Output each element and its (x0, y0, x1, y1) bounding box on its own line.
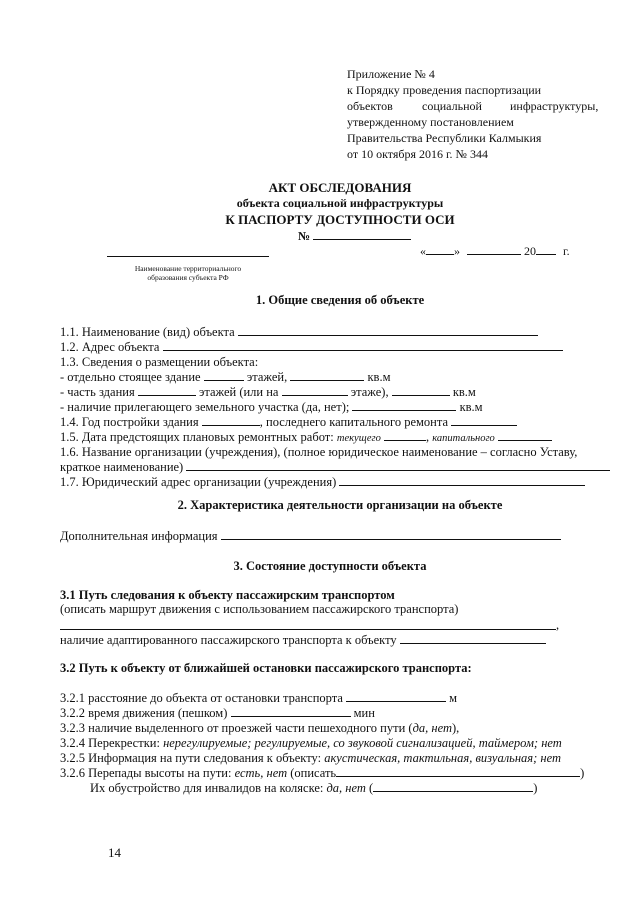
field-1-3a-area[interactable] (290, 369, 364, 381)
date-month-field[interactable] (467, 243, 521, 255)
field-1-3c-label: - наличие прилегающего земельного участка (да, нет); (60, 400, 350, 414)
act-date (420, 243, 570, 259)
field-1-6-short (60, 459, 610, 475)
field-3-2-1-unit: м (449, 691, 458, 705)
field-3-2-6 (60, 765, 584, 781)
region-note-1: Наименование территориального (134, 264, 242, 273)
field-1-4-label: 1.4. Год постройки здания (60, 415, 199, 429)
field-adapted-transport-label: наличие адаптированного пассажирского транспорта к объекту (60, 633, 397, 647)
appendix-line-1: Приложение № 4 (347, 67, 435, 81)
field-1-2-label: 1.2. Адрес объекта (60, 340, 160, 354)
field-1-3c (60, 399, 483, 415)
field-3-2-6-describe: (описать (290, 766, 337, 780)
field-3-2-6-close: ) (580, 766, 585, 780)
field-3-2-7-options[interactable]: да, нет (326, 781, 366, 795)
field-3-2-5 (60, 750, 561, 766)
appendix-line-6: от 10 октября 2016 г. № 344 (347, 147, 489, 161)
field-3-2-3 (60, 720, 459, 736)
field-1-7-input[interactable] (339, 474, 585, 486)
field-1-4 (60, 414, 517, 430)
field-1-3b-floors[interactable] (138, 384, 196, 396)
field-3-2-4 (60, 735, 562, 751)
appendix-line-4: утвержденному постановлением (347, 115, 514, 129)
field-1-3a (60, 369, 390, 385)
field-3-2-3-options[interactable]: да, нет (412, 721, 453, 735)
field-3-2-7 (90, 780, 537, 796)
field-1-5-label: 1.5. Дата предстоящих плановых ремонтных работ: (60, 430, 334, 444)
field-3-2-7-label: Их обустройство для инвалидов на коляске: (90, 781, 324, 795)
region-note-2: образования субъекта РФ (147, 273, 229, 282)
field-3-2-6-options[interactable]: есть, нет (234, 766, 288, 780)
field-1-7-label: 1.7. Юридический адрес организации (учреждения) (60, 475, 337, 489)
field-1-3a-floors-unit: этажей, (246, 370, 288, 384)
field-1-5-comma: , (426, 430, 430, 444)
appendix-line-2: к Порядку проведения паспортизации (347, 83, 542, 97)
section-3-heading: 3. Состояние доступности объекта (233, 559, 427, 573)
section-1-heading: 1. Общие сведения об объекте (255, 293, 425, 307)
field-1-3c-area[interactable] (352, 399, 456, 411)
field-1-5-capital-label: капитального (432, 433, 495, 444)
appendix-line-3a: объектов (347, 99, 393, 113)
field-3-2-7-open: ( (369, 781, 374, 795)
section-3-1-heading: 3.1 Путь следования к объекту пассажирским транспортом (60, 588, 395, 602)
date-year-field[interactable] (536, 243, 556, 255)
field-3-2-1 (60, 690, 457, 706)
section-2-heading: 2. Характеристика деятельности организации на объекте (177, 498, 503, 512)
act-number-label: № (298, 229, 311, 243)
field-1-6-short-label: краткое наименование) (60, 460, 184, 474)
field-1-3b-label: - часть здания (60, 385, 135, 399)
field-3-2-6-input[interactable] (336, 765, 580, 777)
act-title-2: К ПАСПОРТУ ДОСТУПНОСТИ ОСИ (225, 212, 455, 227)
section-2-extra (60, 528, 561, 544)
field-3-2-7-close: ) (533, 781, 538, 795)
field-1-4-year[interactable] (202, 414, 260, 426)
appendix-line-3c: инфраструктуры, (510, 99, 599, 113)
field-adapted-transport (60, 632, 546, 648)
field-1-3b-area-unit: кв.м (452, 385, 476, 399)
date-day-field[interactable] (426, 243, 454, 255)
field-1-5-current[interactable] (384, 429, 426, 441)
field-1-3b-floor-unit: этаже), (350, 385, 389, 399)
section-3-2-heading: 3.2 Путь к объекту от ближайшей остановки пассажирского транспорта: (60, 661, 472, 675)
appendix-line-3b: социальной (422, 99, 482, 113)
field-1-1-input[interactable] (238, 324, 538, 336)
page-number: 14 (108, 845, 121, 860)
section-2-extra-label: Дополнительная информация (60, 529, 218, 543)
field-3-2-2 (60, 705, 375, 721)
field-1-1-label: 1.1. Наименование (вид) объекта (60, 325, 235, 339)
field-1-3a-label: - отдельно стоящее здание (60, 370, 201, 384)
field-3-2-7-input[interactable] (373, 780, 533, 792)
field-1-7 (60, 474, 585, 490)
field-3-2-5-options[interactable]: акустическая, тактильная, визуальная; нет (324, 751, 562, 765)
field-1-3a-floors[interactable] (204, 369, 244, 381)
field-1-6-input[interactable] (186, 459, 610, 471)
section-3-1-description: (описать маршрут движения с использованием пассажирского транспорта) (60, 602, 459, 616)
field-3-2-6-label: 3.2.6 Перепады высоты на пути: (60, 766, 232, 780)
field-3-2-3-close: ), (452, 721, 460, 735)
field-1-3c-area-unit: кв.м (459, 400, 483, 414)
section-3-1-route-field[interactable] (60, 629, 556, 630)
field-1-2-input[interactable] (163, 339, 563, 351)
field-1-3b-floors-unit: этажей (или на (198, 385, 279, 399)
field-1-4-repair-label: , последнего капитального ремонта (259, 415, 449, 429)
field-1-3: 1.3. Сведения о размещении объекта: (60, 355, 259, 369)
region-field[interactable] (107, 256, 269, 257)
field-1-3b (60, 384, 476, 400)
field-3-2-5-label: 3.2.5 Информация на пути следования к объекту: (60, 751, 322, 765)
date-year-suffix: г. (563, 244, 570, 258)
field-3-2-2-input[interactable] (231, 705, 351, 717)
field-3-2-1-input[interactable] (346, 690, 446, 702)
field-1-3b-floor[interactable] (282, 384, 348, 396)
section-3-1-comma: , (556, 618, 560, 632)
field-1-3a-area-unit: кв.м (367, 370, 391, 384)
field-1-6: 1.6. Название организации (учреждения), (полное юридическое наименование – согласно Уставу, (60, 445, 578, 459)
field-3-2-1-label: 3.2.1 расстояние до объекта от остановки транспорта (60, 691, 343, 705)
field-3-2-3-label: 3.2.3 наличие выделенного от проезжей части пешеходного пути ( (60, 721, 413, 735)
act-title: АКТ ОБСЛЕДОВАНИЯ (268, 180, 412, 195)
date-year-prefix: 20 (524, 244, 536, 258)
field-1-1 (60, 324, 538, 340)
field-3-2-2-label: 3.2.2 время движения (пешком) (60, 706, 228, 720)
field-1-5-current-label: текущего (336, 433, 381, 444)
date-close-quote: » (454, 244, 460, 258)
field-1-4-repair[interactable] (451, 414, 517, 426)
act-number (298, 228, 411, 244)
field-adapted-transport-input[interactable] (400, 632, 546, 644)
field-3-2-4-options[interactable]: нерегулируемые; регулируемые, со звуковой сигнализацией, таймером; нет (163, 736, 562, 750)
section-2-extra-input[interactable] (221, 528, 561, 540)
act-subtitle: объекта социальной инфраструктуры (236, 196, 444, 210)
appendix-line-5: Правительства Республики Калмыкия (347, 131, 542, 145)
field-3-2-2-unit: мин (353, 706, 375, 720)
field-1-3b-area[interactable] (392, 384, 450, 396)
field-1-2 (60, 339, 563, 355)
field-3-2-4-label: 3.2.4 Перекрестки: (60, 736, 160, 750)
date-open-quote: « (420, 244, 426, 258)
field-1-5-capital[interactable] (498, 429, 552, 441)
act-number-field[interactable] (313, 228, 411, 240)
